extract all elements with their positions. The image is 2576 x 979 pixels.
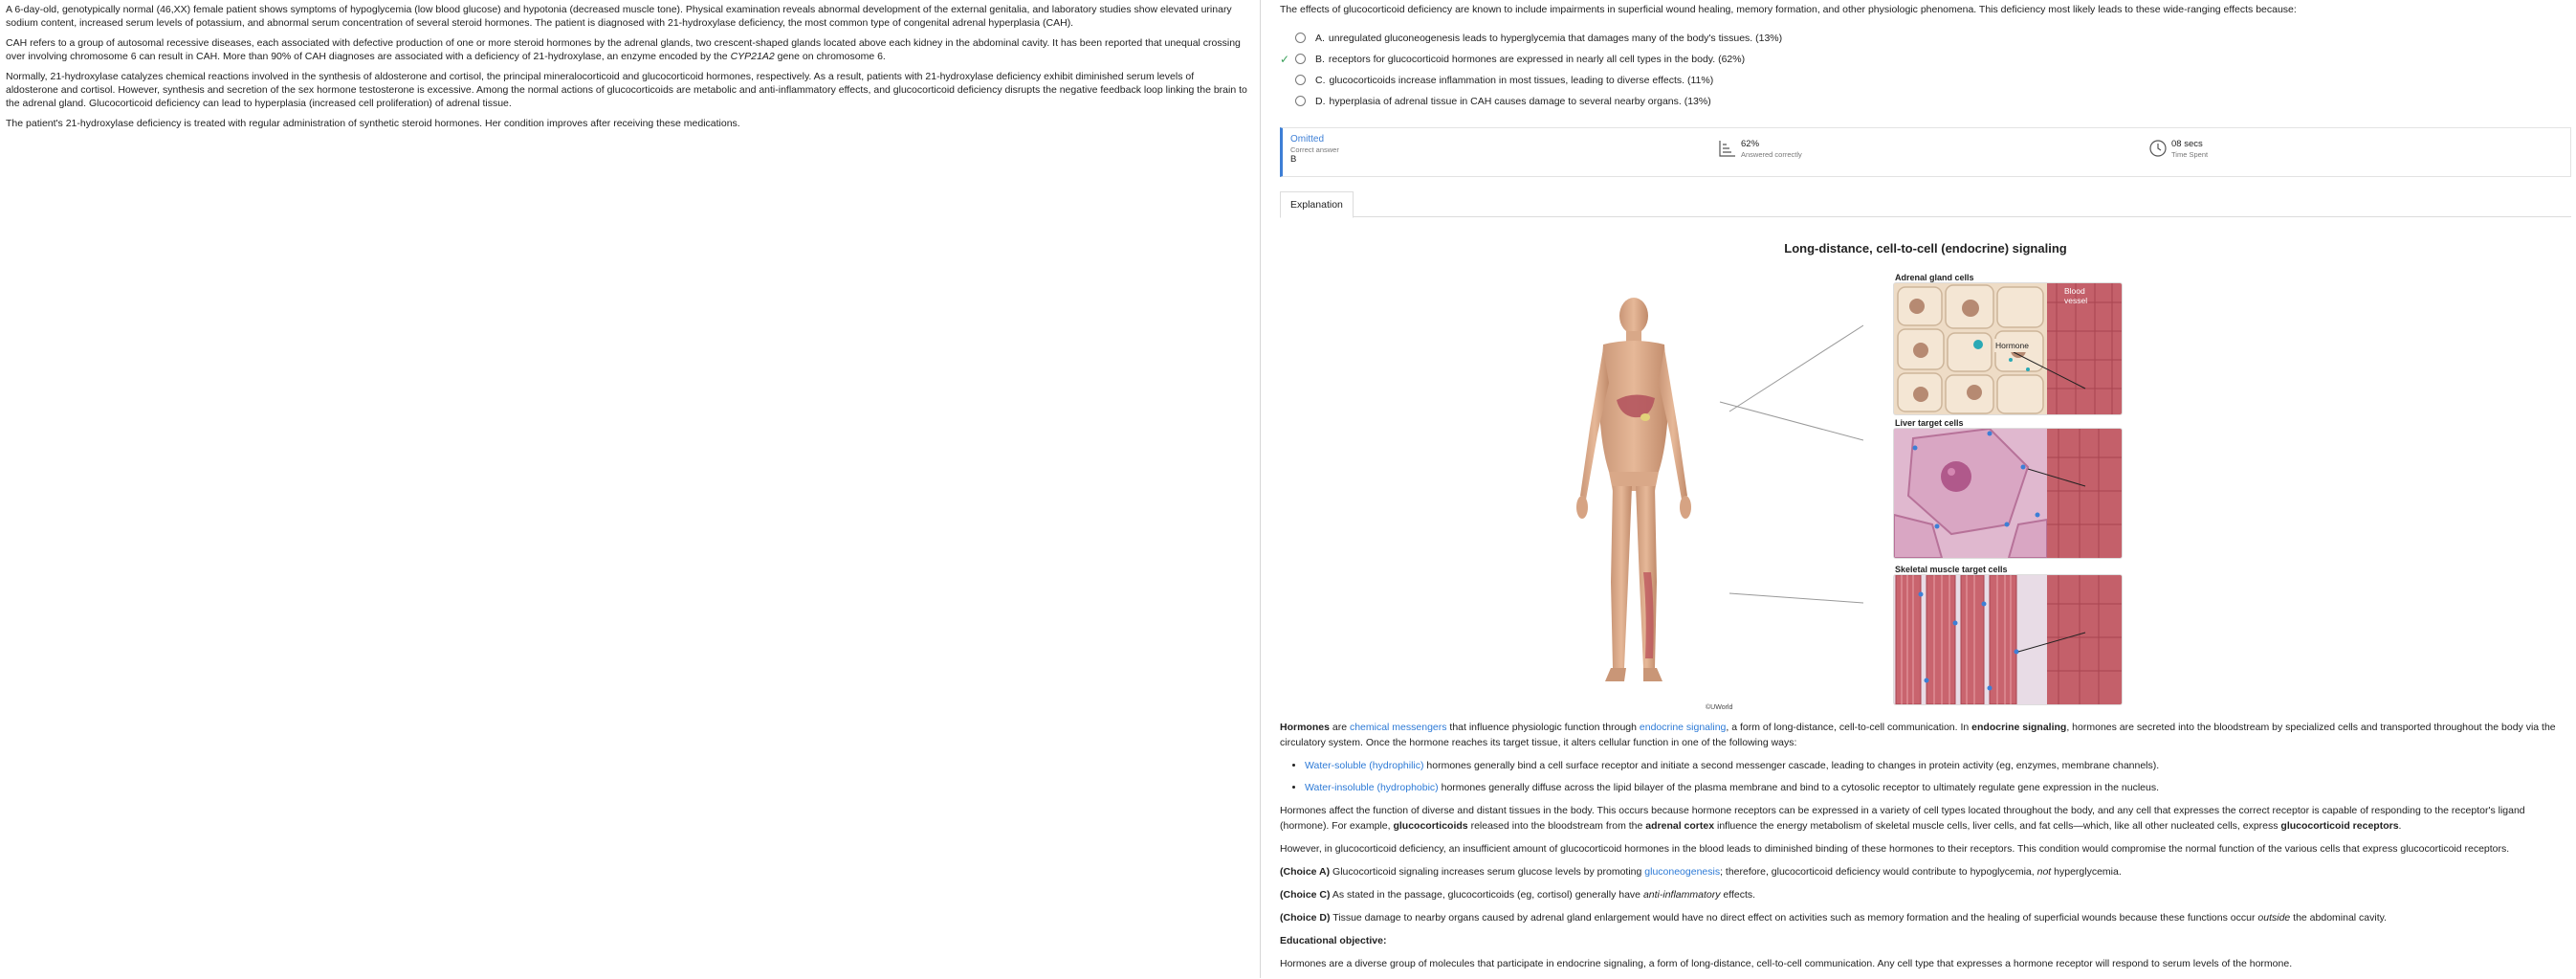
endocrine-signaling-link[interactable]: endocrine signaling bbox=[1639, 722, 1727, 733]
answer-choices bbox=[1280, 31, 2571, 115]
label-hormone: Hormone bbox=[1995, 341, 2029, 350]
radio-button[interactable] bbox=[1295, 96, 1306, 106]
label-liver-cells: Liver target cells bbox=[1895, 418, 1964, 428]
clock-icon bbox=[2148, 139, 2168, 158]
passage-paragraph-2: CAH refers to a group of autosomal recessive diseases, each associated with defective production of one or more steroid hormones by the adrenal glands, two crescent-shaped glands located above each kidney in the abdominal cavity. It has been reported that unequal crossing over involving chromosome 6 can result in CAH. More than 90% of CAH diagnoses are associated with a deficiency of 21-hydroxylase, an enzyme encoded by the CYP21A2 gene on chromosome 6. bbox=[6, 37, 1241, 62]
educational-objective-title: Educational objective: bbox=[1280, 935, 1387, 946]
chemical-messengers-link[interactable]: chemical messengers bbox=[1349, 722, 1447, 733]
passage-paragraph-4: The patient's 21-hydroxylase deficiency is treated with regular administration of synthetic steroid hormones. Her condition improves after receiving these medications. bbox=[6, 118, 740, 129]
tab-bar bbox=[1280, 191, 2571, 217]
connector-lines bbox=[1634, 268, 1863, 708]
correct-answer-label: Correct answer bbox=[1290, 145, 1339, 154]
radio-button[interactable] bbox=[1295, 54, 1306, 64]
gluconeogenesis-link[interactable]: gluconeogenesis bbox=[1644, 866, 1721, 878]
hormone-types-list bbox=[1280, 758, 2560, 795]
figure-title: Long-distance, cell-to-cell (endocrine) signaling bbox=[1784, 241, 2067, 256]
time-label: Time Spent bbox=[2171, 150, 2209, 159]
bar-chart-icon bbox=[1718, 139, 1737, 158]
radio-button[interactable] bbox=[1295, 33, 1306, 43]
choice-a-explanation: (Choice A) Glucocorticoid signaling increases serum glucose levels by promoting gluconeogenesis; therefore, glucocorticoid deficiency would contribute to hypoglycemia, not hyperglycemia. bbox=[1280, 866, 2122, 878]
passage-paragraph-1: A 6-day-old, genotypically normal (46,XX) female patient shows symptoms of hypoglycemia (low blood glucose) and hypotonia (decreased muscle tone). Physical examination reveals abnormal development of the external genitalia, and laboratory studies show elevated urinary sodium content, increased serum levels of potassium, and abnormal serum concentration of several steroid hormones. The patient is diagnosed with 21-hydroxylase deficiency, the most common type of congenital adrenal hyperplasia (CAH). bbox=[6, 4, 1232, 29]
explanation-paragraph-3: However, in glucocorticoid deficiency, an insufficient amount of glucocorticoid hormones in the blood leads to diminished binding of these hormones to their receptors. This condition would compromise the normal function of the various cells that express glucocorticoid receptors. bbox=[1280, 843, 2510, 855]
tab-explanation[interactable]: Explanation bbox=[1280, 191, 1354, 218]
choice-c[interactable]: C. glucocorticoids increase inflammation in most tissues, leading to diverse effects. (11%) bbox=[1280, 73, 2571, 94]
percent-block bbox=[1718, 139, 1802, 159]
label-vessel: vessel bbox=[2064, 296, 2088, 305]
educational-objective-text: Hormones are a diverse group of molecules that participate in endocrine signaling, a form of long-distance, cell-to-cell communication. Any cell type that expresses a hormone receptor will respond to serum levels of the hormone. bbox=[1280, 958, 2293, 969]
label-blood: Blood bbox=[2064, 286, 2085, 296]
percent-label: Answered correctly bbox=[1741, 150, 1802, 159]
choice-c-explanation: (Choice C) As stated in the passage, glucocorticoids (eg, cortisol) generally have anti-inflammatory effects. bbox=[1280, 889, 1756, 901]
choice-b[interactable]: ✓ B. receptors for glucocorticoid hormones are expressed in nearly all cell types in the body. (62%) bbox=[1280, 53, 1746, 66]
time-block bbox=[2148, 139, 2208, 159]
explanation-paragraph-2: Hormones affect the function of diverse and distant tissues in the body. This occurs because hormone receptors can be expressed in a variety of cell types located throughout the body, and any cell that expresses the correct receptor is capable of responding to the receptor's ligand (hormone). For example, glucocorticoids released into the bloodstream from the adrenal cortex influence the energy metabolism of skeletal muscle cells, liver cells, and fat cells—which, like all other nucleated cells, express glucocorticoid receptors. bbox=[1280, 805, 2525, 832]
gene-name: CYP21A2 bbox=[730, 51, 775, 62]
choice-d-explanation: (Choice D) Tissue damage to nearby organs caused by adrenal gland enlargement would have no direct effect on activities such as memory formation and the healing of superficial wounds because these functions occur outside the abdominal cavity. bbox=[1280, 912, 2388, 923]
percent-value: 62% bbox=[1741, 139, 1760, 149]
water-insoluble-link[interactable]: Water-insoluble (hydrophobic) bbox=[1305, 782, 1439, 793]
radio-button[interactable] bbox=[1295, 75, 1306, 85]
muscle-panel bbox=[1893, 574, 2123, 705]
question-pane bbox=[1280, 0, 2571, 978]
passage-pane bbox=[0, 0, 1253, 978]
check-icon: ✓ bbox=[1280, 53, 1290, 66]
status-label: Omitted bbox=[1290, 134, 1325, 145]
explanation-body bbox=[1280, 720, 2560, 979]
copyright-text: ©UWorld bbox=[1706, 704, 1733, 711]
correct-answer-value: B bbox=[1290, 154, 1297, 165]
label-muscle-cells: Skeletal muscle target cells bbox=[1895, 565, 2008, 574]
answer-stats-bar bbox=[1280, 127, 2571, 177]
liver-panel bbox=[1893, 428, 2123, 559]
question-stem: The effects of glucocorticoid deficiency are known to include impairments in superficial wound healing, memory formation, and other physiologic phenomena. This deficiency most likely leads to these wide-ranging effects because: bbox=[1280, 4, 2297, 15]
explanation-paragraph-1: Hormones are chemical messengers that influence physiologic function through endocrine signaling, a form of long-distance, cell-to-cell communication. In endocrine signaling, hormones are secreted into the bloodstream by specialized cells and transported throughout the body via the circulatory system. Once the hormone reaches its target tissue, it alters cellular function in one of the following ways: bbox=[1280, 722, 2556, 748]
list-item: • Water-insoluble (hydrophobic) hormones generally diffuse across the lipid bilayer of the plasma membrane and bind to a cytosolic receptor to ultimately regulate gene expression in the nucleus. bbox=[1305, 780, 2560, 795]
pane-divider[interactable] bbox=[1260, 0, 1261, 978]
endocrine-signaling-figure bbox=[1280, 268, 2571, 713]
omitted-block bbox=[1290, 133, 1339, 166]
choice-a[interactable]: A. unregulated gluconeogenesis leads to hyperglycemia that damages many of the body's tissues. (13%) bbox=[1280, 31, 2571, 52]
water-soluble-link[interactable]: Water-soluble (hydrophilic) bbox=[1305, 760, 1424, 771]
passage-paragraph-3: Normally, 21-hydroxylase catalyzes chemical reactions involved in the synthesis of aldosterone and cortisol, the principal mineralocorticoid and glucocorticoid hormones, respectively. As a result, patients with 21-hydroxylase deficiency exhibit diminished serum levels of aldosterone and cortisol. However, synthesis and secretion of the sex hormone testosterone is excessive. Among the normal actions of glucocorticoids are metabolic and anti-inflammatory effects, and glucocorticoid deficiency disrupts the negative feedback loop linking the brain to the adrenal gland. Glucocorticoid deficiency can lead to hyperplasia (increased cell proliferation) of adrenal tissue. bbox=[6, 71, 1247, 109]
list-item: • Water-soluble (hydrophilic) hormones generally bind a cell surface receptor and initiate a second messenger cascade, leading to changes in protein activity (eg, enzymes, membrane channels). bbox=[1305, 758, 2560, 773]
label-adrenal-cells: Adrenal gland cells bbox=[1895, 273, 1974, 282]
choice-d[interactable]: D. hyperplasia of adrenal tissue in CAH causes damage to several nearby organs. (13%) bbox=[1280, 94, 2571, 115]
time-value: 08 secs bbox=[2171, 139, 2203, 149]
